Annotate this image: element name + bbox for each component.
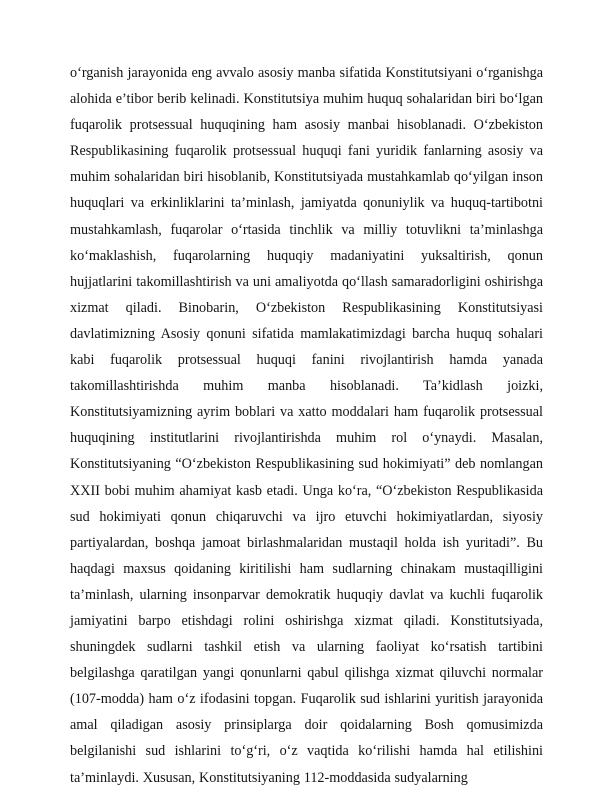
body-paragraph: o‘rganish jarayonida eng avvalo asosiy manba sifatida Konstitutsiyani o‘rganishga alohida e’tibor berib kelinadi. Konstitutsiya muhim huquq sohalaridan biri bo‘lgan fuqarolik protsessual huquqining ham asosiy manbai hisoblanadi. O‘zbekiston Respublikasining fuqarolik protsessual huquqi fani yuridik fanlarning asosiy va muhim sohalaridan biri hisoblanib, Konstitutsiyada mustahkamlab qo‘yilgan inson huquqlari va erkinliklarini ta’minlash, jamiyatda qonuniylik va huquq-tartibotni mustahkamlash, fuqarolar o‘rtasida tinchlik va milliy totuvlikni ta’minlashga ko‘maklashish, fuqarolarning huquqiy madaniyatini yuksaltirish, qonun hujjatlarini takomillashtirish va uni amaliyotda qo‘llash samaradorligini oshirishga xizmat qiladi. Binobarin, O‘zbekiston Respublikasining Konstitutsiyasi davlatimizning Asosiy qonuni sifatida mamlakatimizdagi barcha huquq sohalari kabi fuqarolik protsessual huquqi fanini rivojlantirish hamda yanada takomillashtirishda muhim manba hisoblanadi. Ta’kidlash joizki, Konstitutsiyamizning ayrim boblari va xatto moddalari ham fuqarolik protsessual huquqining institutlarini rivojlantirishda muhim rol o‘ynaydi. Masalan, Konstitutsiyaning “O‘zbekiston Respublikasining sud hokimiyati” deb nomlangan XXII bobi muhim ahamiyat kasb etadi. Unga ko‘ra, “O‘zbekiston Respublikasida sud hokimiyati qonun chiqaruvchi va ijro etuvchi hokimiyatlardan, siyosiy partiyalardan, boshqa jamoat birlashmalaridan mustaqil holda ish yuritadi”. Bu haqdagi maxsus qoidaning kiritilishi ham sudlarning chinakam mustaqilligini ta’minlash, ularning insonparvar demokratik huquqiy davlat va kuchli fuqarolik jamiyatini barpo etishdagi rolini oshirishga xizmat qiladi. Konstitutsiyada, shuningdek sudlarni tashkil etish va ularning faoliyat ko‘rsatish tartibini belgilashga qaratilgan yangi qonunlarni qabul qilishga xizmat qiluvchi normalar (107-modda) ham o‘z ifodasini topgan. Fuqarolik sud ishlarini yuritish jarayonida amal qiladigan asosiy prinsiplarga doir qoidalarning Bosh qomusimizda belgilanishi sud ishlarini to‘g‘ri, o‘z vaqtida ko‘rilishi hamda hal etilishini ta’minlaydi. Xususan, Konstitutsiyaning 112-moddasida sudyalarning: [70, 65, 543, 786]
body-text-block: [70, 60, 543, 791]
